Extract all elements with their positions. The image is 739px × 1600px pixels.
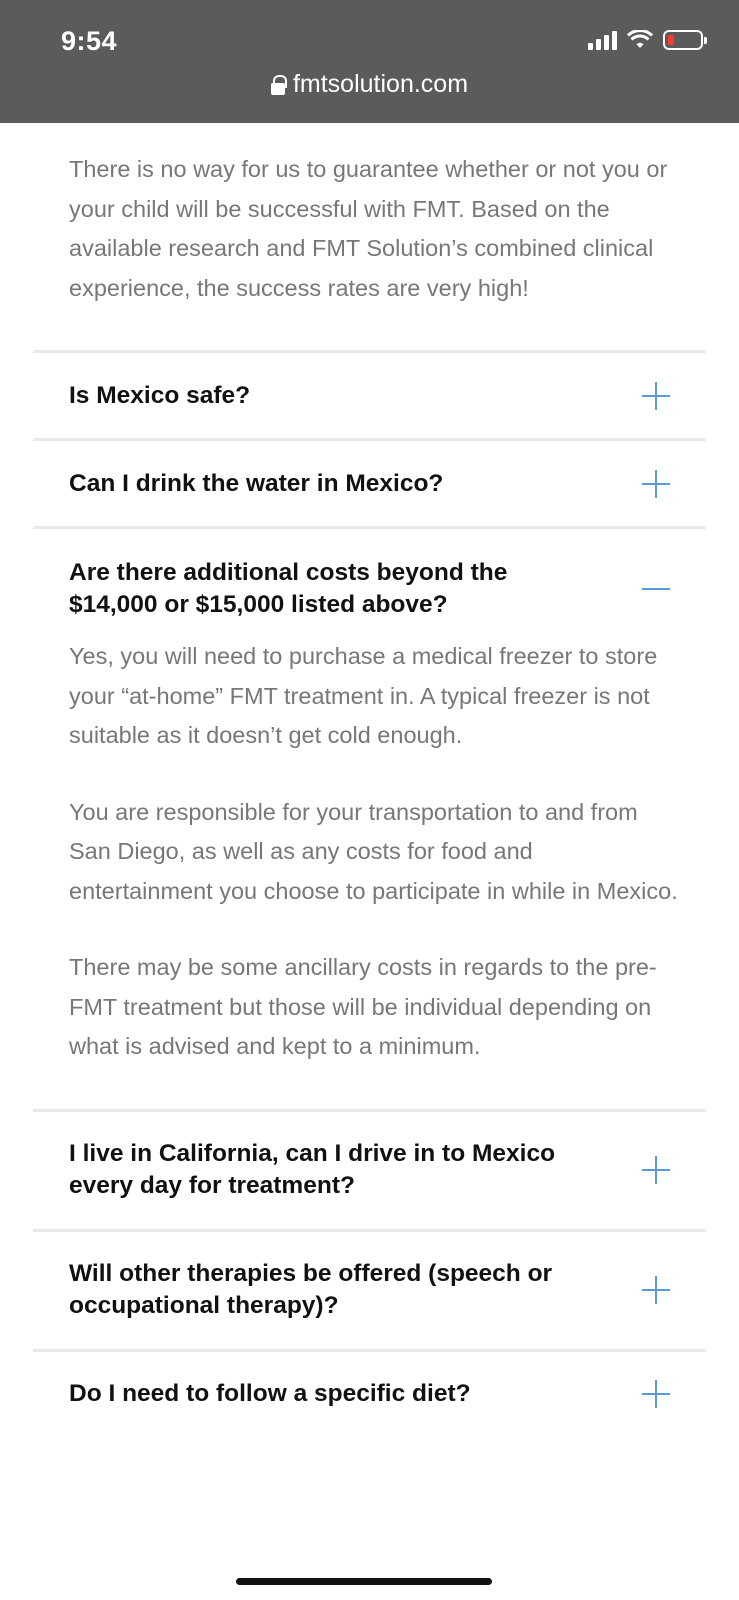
faq-question-toggle[interactable] (33, 441, 706, 526)
url-text: fmtsolution.com (292, 70, 469, 98)
wifi-icon (627, 30, 653, 50)
faq-question: Is Mexico safe? (69, 381, 251, 409)
plus-icon[interactable] (642, 1380, 670, 1408)
faq-item (33, 350, 706, 438)
battery-icon (663, 30, 703, 50)
status-icons (588, 30, 703, 50)
home-indicator[interactable] (236, 1578, 492, 1585)
faq-question-toggle[interactable] (33, 353, 706, 438)
faq-question-toggle[interactable] (33, 1232, 706, 1349)
faq-item (33, 1349, 706, 1437)
minus-icon[interactable] (642, 575, 670, 603)
faq-item (33, 1229, 706, 1349)
faq-question-toggle[interactable] (33, 529, 706, 621)
answer-paragraph: You are responsible for your transportation to and from San Diego, as well as any costs for food and entertainment you choose to participate in while in Mexico. (69, 798, 678, 904)
plus-icon[interactable] (642, 1276, 670, 1304)
faq-question-toggle[interactable] (33, 1352, 706, 1437)
lock-icon (271, 75, 285, 95)
faq-item (33, 438, 706, 526)
faq-question: Do I need to follow a specific diet? (69, 1380, 471, 1407)
answer-paragraph: Yes, you will need to purchase a medical freezer to store your “at-home” FMT treatment in. A typical freezer is not suitable as it doesn’t get cold enough. (69, 643, 658, 748)
intro-paragraph: There is no way for us to guarantee whether or not you or your child will be successful with FMT. Based on the available research and FMT Solution’s combined clinical experience, the success rates are very high! (69, 156, 668, 301)
faq-question-toggle[interactable] (33, 1112, 706, 1229)
faq-item-expanded (33, 526, 706, 1109)
status-time: 9:54 (61, 26, 118, 56)
signal-icon (588, 30, 617, 50)
address-bar[interactable] (0, 70, 739, 99)
faq-question: Can I drink the water in Mexico? (69, 469, 444, 497)
faq-question: Are there additional costs beyond the $14,000 or $15,000 listed above? (69, 559, 508, 618)
faq-content (0, 123, 739, 1437)
browser-header (0, 0, 739, 123)
faq-answer (33, 637, 706, 1067)
faq-question: Will other therapies be offered (speech or occupational therapy)? (69, 1260, 553, 1319)
faq-item (33, 1109, 706, 1229)
plus-icon[interactable] (642, 382, 670, 410)
plus-icon[interactable] (642, 470, 670, 498)
answer-paragraph: There may be some ancillary costs in regards to the pre-FMT treatment but those will be individual depending on what is advised and kept to a minimum. (69, 954, 657, 1059)
plus-icon[interactable] (642, 1156, 670, 1184)
faq-question: I live in California, can I drive in to Mexico every day for treatment? (69, 1140, 556, 1199)
